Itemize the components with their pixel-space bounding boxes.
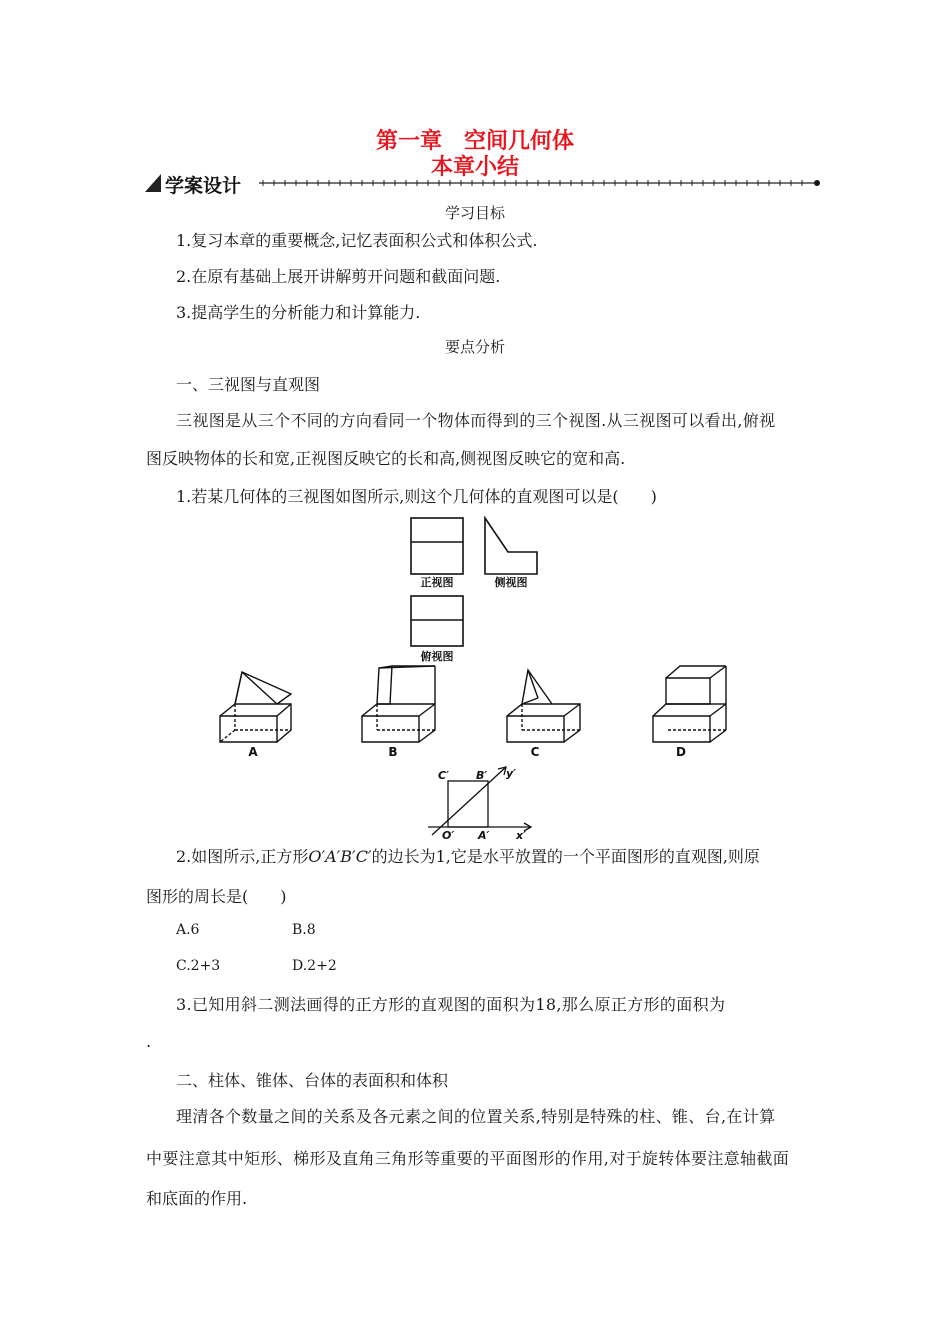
section1-paragraph-line: 图反映物体的长和宽,正视图反映它的长和高,侧视图反映它的宽和高. — [146, 449, 626, 468]
front-view-rect — [411, 518, 463, 574]
option-a-figure — [215, 668, 299, 758]
square-name: O′A′B′C′ — [308, 847, 372, 866]
objective-item: 2.在原有基础上展开讲解剪开问题和截面问题. — [176, 267, 501, 286]
option-c-label: C — [530, 745, 540, 758]
chapter-title: 第一章 空间几何体 — [375, 129, 574, 154]
choice-d: D.2+2 — [292, 958, 337, 974]
objectives-heading: 学习目标 — [444, 204, 505, 222]
choice-c: C.2+3 — [176, 958, 221, 974]
section1-title: 一、三视图与直观图 — [176, 375, 321, 394]
question-3-line1: 3.已知用斜二测法画得的正方形的直观图的面积为18,那么原正方形的面积为 — [176, 995, 726, 1014]
oblique-axis-figure — [418, 763, 538, 841]
side-view-shape — [485, 518, 537, 574]
three-view-figure — [400, 512, 550, 664]
label-b-prime: B′ — [476, 769, 488, 782]
section1-paragraph-line: 三视图是从三个不同的方向看同一个物体而得到的三个视图.从三视图可以看出,俯视 — [176, 411, 776, 430]
option-b-label: B — [388, 745, 398, 758]
banner — [143, 170, 823, 198]
question-2-line2: 图形的周长是( ) — [146, 887, 287, 906]
question-2-line — [176, 844, 760, 867]
label-y-axis: y′ — [506, 767, 517, 780]
label-x-axis: x′ — [516, 829, 526, 841]
option-d-label: D — [676, 745, 686, 758]
objective-item: 3.提高学生的分析能力和计算能力. — [176, 303, 421, 322]
option-c-figure — [502, 664, 586, 758]
option-d-figure — [648, 660, 732, 758]
label-o-prime: O′ — [442, 829, 455, 841]
choice-b: B.8 — [292, 922, 316, 938]
section2-title: 二、柱体、锥体、台体的表面积和体积 — [176, 1071, 449, 1090]
side-view-label: 侧视图 — [494, 576, 528, 589]
banner-wedge-icon — [145, 174, 161, 192]
front-view-label: 正视图 — [420, 576, 454, 589]
question-2-text-before: 2.如图所示,正方形 — [176, 847, 309, 866]
top-view-rect — [411, 596, 463, 646]
label-a-prime: A′ — [478, 829, 490, 841]
label-c-prime: C′ — [438, 769, 449, 782]
analysis-heading: 要点分析 — [444, 338, 505, 356]
banner-decoration — [143, 170, 823, 198]
option-a-label: A — [248, 745, 258, 758]
top-view-label: 俯视图 — [420, 650, 454, 663]
section2-paragraph-line: 理清各个数量之间的关系及各元素之间的位置关系,特别是特殊的柱、锥、台,在计算 — [176, 1107, 776, 1126]
question-1-text: 1.若某几何体的三视图如图所示,则这个几何体的直观图可以是( ) — [176, 487, 657, 506]
banner-end-dot-icon — [814, 180, 820, 186]
section2-paragraph-line: 中要注意其中矩形、梯形及直角三角形等重要的平面图形的作用,对于旋转体要注意轴截面 — [146, 1149, 790, 1168]
question-3-line2: . — [146, 1032, 152, 1051]
section2-paragraph-line: 和底面的作用. — [146, 1189, 248, 1208]
option-b-figure — [357, 660, 443, 758]
objective-item: 1.复习本章的重要概念,记忆表面积公式和体积公式. — [176, 231, 538, 250]
choice-a: A.6 — [176, 922, 200, 938]
section-title: 本章小结 — [430, 155, 519, 180]
question-2-text-after: 的边长为1,它是水平放置的一个平面图形的直观图,则原 — [371, 847, 760, 866]
banner-label: 学案设计 — [165, 175, 242, 197]
